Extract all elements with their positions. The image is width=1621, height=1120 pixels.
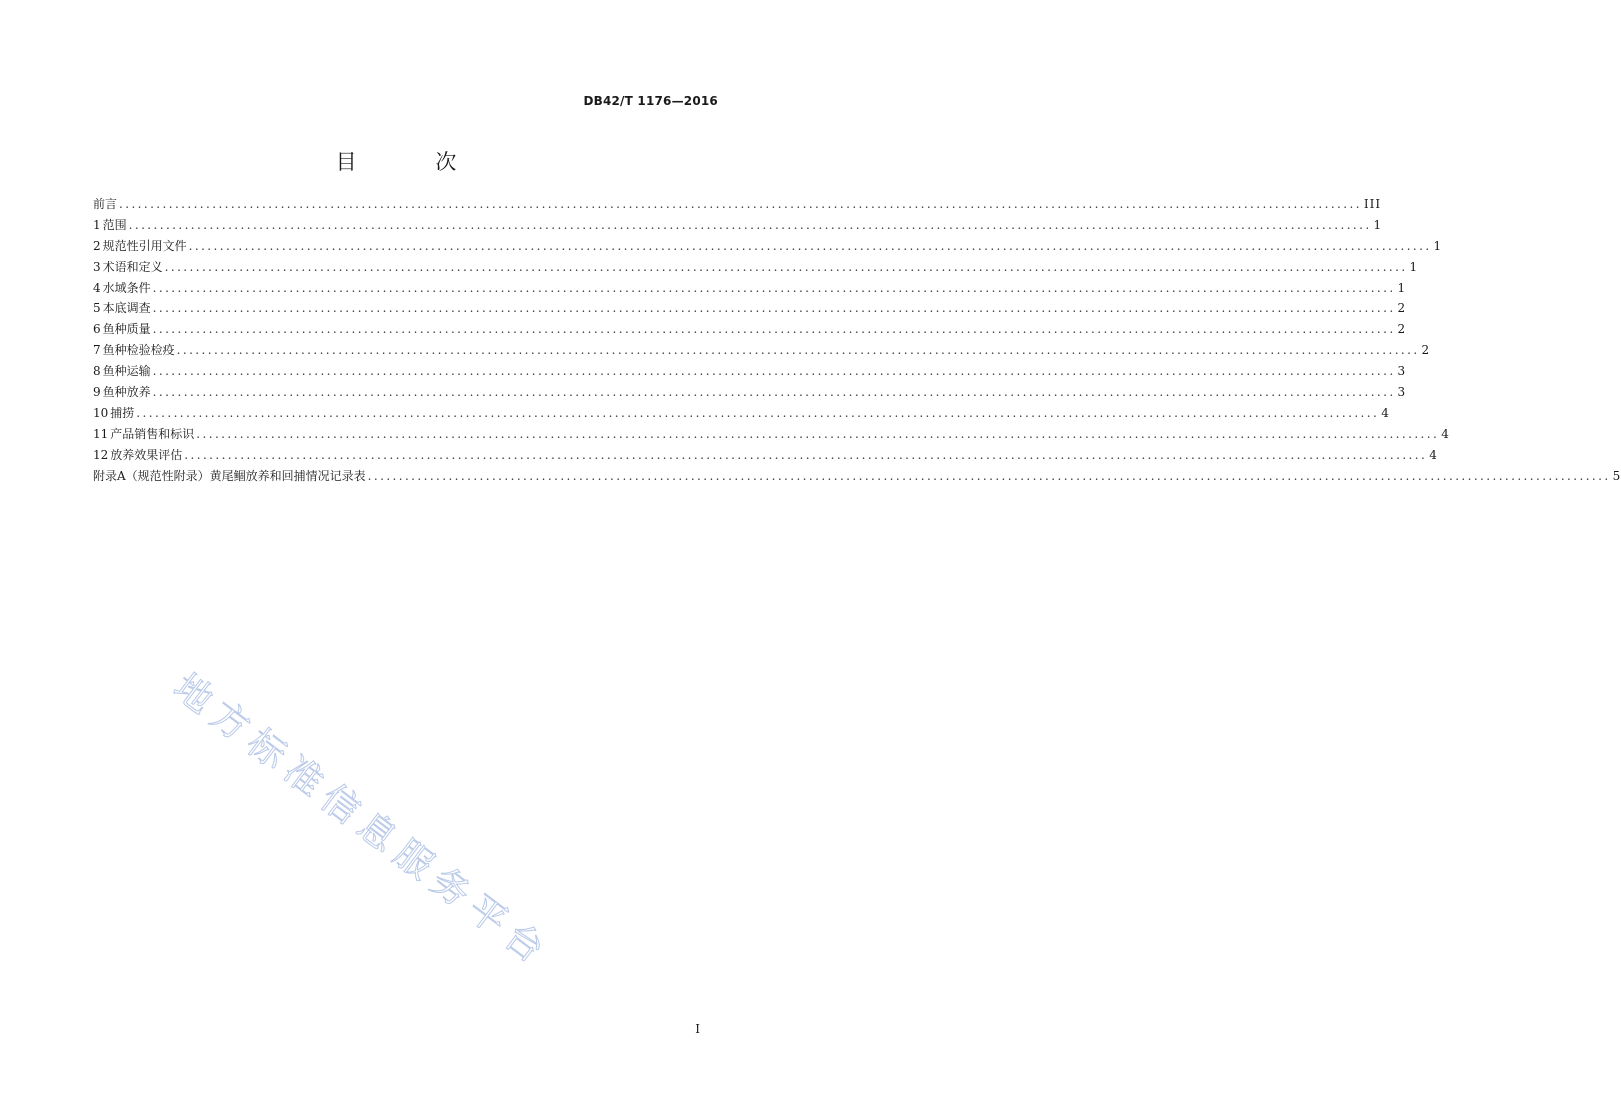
page-title: 目 次 <box>335 150 493 174</box>
toc-leader-dots: ........................................................................................................................................................................................................ <box>152 322 1396 337</box>
toc-entry-page: 1 <box>1409 259 1419 274</box>
toc-entry[interactable] <box>93 298 1407 319</box>
toc-leader-dots: ........................................................................................................................................................................................................ <box>136 405 1380 420</box>
toc-leader-dots: ........................................................................................................................................................................................................ <box>152 385 1396 400</box>
toc-entry-number: 9 <box>93 385 101 400</box>
toc-leader-dots: ........................................................................................................................................................................................................ <box>367 468 1611 483</box>
toc-entry-label: 范围 <box>102 217 127 232</box>
toc-entry-number: 2 <box>93 238 101 253</box>
toc-entry-page: 1 <box>1433 238 1443 253</box>
toc-entry-label: 鱼种质量 <box>102 322 151 337</box>
toc-leader-dots: ........................................................................................................................................................................................................ <box>188 238 1432 253</box>
toc-entry-label: 规范性引用文件 <box>102 238 187 253</box>
toc-leader-dots: ........................................................................................................................................................................................................ <box>128 217 1372 232</box>
toc-entry-page: 2 <box>1421 343 1431 358</box>
toc-leader-dots: ........................................................................................................................................................................................................ <box>152 301 1396 316</box>
toc-entry[interactable] <box>93 403 1390 424</box>
page-number: I <box>695 1022 700 1036</box>
standard-code: DB42/T 1176—2016 <box>583 94 718 108</box>
toc-entry-label: 鱼种检验检疫 <box>102 343 175 358</box>
toc-entry-page: 4 <box>1381 405 1390 420</box>
toc-leader-dots: ........................................................................................................................................................................................................ <box>119 197 1362 211</box>
toc-entry[interactable] <box>93 445 1438 466</box>
toc-entry-label: 放养效果评估 <box>110 447 183 462</box>
toc-entry-label: 本底调查 <box>102 301 151 316</box>
toc-entry[interactable] <box>93 215 1383 236</box>
toc-entry[interactable] <box>93 466 1621 487</box>
toc-leader-dots: ........................................................................................................................................................................................................ <box>184 447 1428 462</box>
toc-entry-label: 产品销售和标识 <box>110 426 195 441</box>
toc-entry[interactable] <box>93 278 1407 299</box>
toc-entry-number: 4 <box>93 280 101 295</box>
toc-entry-label: 捕捞 <box>110 405 135 420</box>
toc-entry[interactable] <box>93 319 1407 340</box>
toc-entry-page: 1 <box>1397 280 1407 295</box>
toc-entry-number: 8 <box>93 364 101 379</box>
toc-entry-page: 2 <box>1397 301 1407 316</box>
toc-leader-dots: ........................................................................................................................................................................................................ <box>152 364 1396 379</box>
toc-entry-number: 12 <box>93 447 109 462</box>
toc-entry-page: 5 <box>1612 468 1621 483</box>
toc-leader-dots: ........................................................................................................................................................................................................ <box>196 426 1440 441</box>
toc-leader-dots: ........................................................................................................................................................................................................ <box>152 280 1396 295</box>
toc-entry[interactable] <box>93 236 1443 257</box>
toc-entry-number: 1 <box>93 217 101 232</box>
toc-entry-label: 术语和定义 <box>102 259 163 274</box>
toc-entry-label: 水域条件 <box>102 280 151 295</box>
toc-entry-page: 1 <box>1373 217 1383 232</box>
toc-entry[interactable] <box>93 340 1431 361</box>
toc-entry[interactable] <box>93 361 1407 382</box>
toc-entry-page: 3 <box>1397 364 1407 379</box>
toc-entry-page: 3 <box>1397 385 1407 400</box>
toc-entry-number: 6 <box>93 322 101 337</box>
toc-leader-dots: ........................................................................................................................................................................................................ <box>164 259 1408 274</box>
toc-entry[interactable] <box>93 382 1407 403</box>
toc-leader-dots: ........................................................................................................................................................................................................ <box>176 343 1420 358</box>
toc-entry-label: 附录A（规范性附录）黄尾鲴放养和回捕情况记录表 <box>93 468 366 483</box>
toc-entry-number: 3 <box>93 259 101 274</box>
toc-entry[interactable] <box>93 257 1419 278</box>
toc-entry-number: 7 <box>93 343 101 358</box>
toc-entry-page: III <box>1363 197 1382 211</box>
table-of-contents <box>93 194 1621 486</box>
toc-entry-label: 鱼种运输 <box>102 364 151 379</box>
toc-entry-number: 5 <box>93 301 101 316</box>
toc-entry-number: 10 <box>93 405 109 420</box>
toc-entry-page: 2 <box>1397 322 1407 337</box>
toc-entry[interactable] <box>93 194 1382 215</box>
toc-entry[interactable] <box>93 424 1450 445</box>
toc-entry-label: 鱼种放养 <box>102 385 151 400</box>
watermark: 地方标准信息服务平台 <box>165 665 559 977</box>
toc-entry-label: 前言 <box>93 197 118 211</box>
toc-entry-number: 11 <box>93 426 109 441</box>
toc-entry-page: 4 <box>1441 426 1450 441</box>
toc-entry-page: 4 <box>1429 447 1438 462</box>
